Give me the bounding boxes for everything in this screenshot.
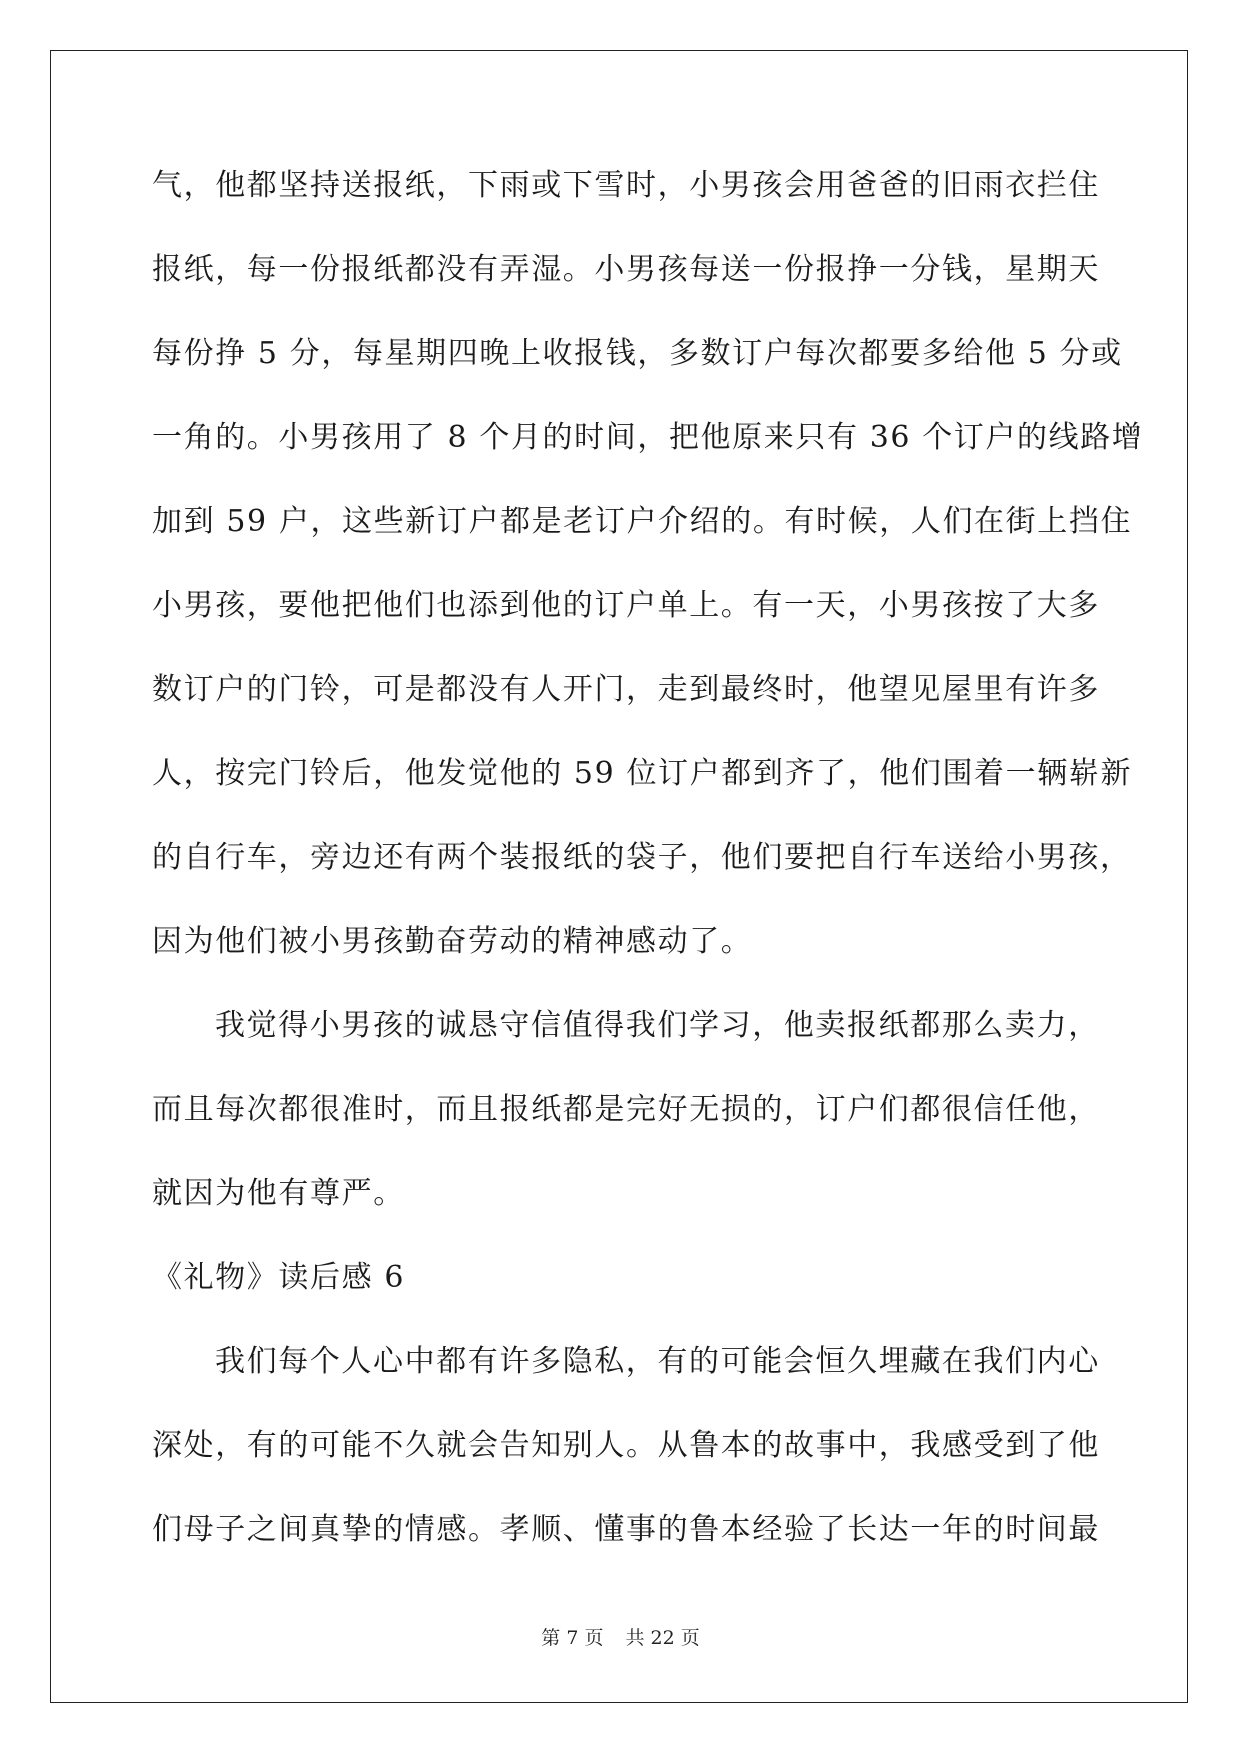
text-line: 而且每次都很准时，而且报纸都是完好无损的，订户们都很信任他， — [152, 1092, 1100, 1127]
text-line: 小男孩，要他把他们也添到他的订户单上。有一天，小男孩按了大多 — [152, 588, 1100, 623]
text-line: 的自行车，旁边还有两个装报纸的袋子，他们要把自行车送给小男孩， — [152, 840, 1132, 875]
text-line: 气，他都坚持送报纸，下雨或下雪时，小男孩会用爸爸的旧雨衣拦住 — [152, 168, 1100, 203]
text-line: 就因为他有尊严。 — [152, 1176, 405, 1211]
text-line: 深处，有的可能不久就会告知别人。从鲁本的故事中，我感受到了他 — [152, 1428, 1100, 1463]
paragraph-first-line: 我们每个人心中都有许多隐私，有的可能会恒久埋藏在我们内心 — [215, 1344, 1100, 1379]
text-line: 数订户的门铃，可是都没有人开门，走到最终时，他望见屋里有许多 — [152, 672, 1100, 707]
document-body — [152, 162, 1144, 1590]
text-line: 因为他们被小男孩勤奋劳动的精神感动了。 — [152, 924, 753, 959]
text-line: 每份挣 5 分，每星期四晚上收报钱，多数订户每次都要多给他 5 分或 — [152, 336, 1123, 371]
page-total: 共 22 页 — [625, 1627, 700, 1649]
text-line: 加到 59 户，这些新订户都是老订户介绍的。有时候，人们在街上挡住 — [152, 504, 1133, 539]
text-line: 们母子之间真挚的情感。孝顺、懂事的鲁本经验了长达一年的时间最 — [152, 1512, 1100, 1547]
section-heading: 《礼物》读后感 6 — [152, 1260, 406, 1295]
paragraph-first-line: 我觉得小男孩的诚恳守信值得我们学习，他卖报纸都那么卖力， — [215, 1008, 1100, 1043]
page-number: 第 7 页 — [541, 1627, 604, 1649]
text-line: 报纸，每一份报纸都没有弄湿。小男孩每送一份报挣一分钱，星期天 — [152, 252, 1100, 287]
page-footer — [0, 1626, 1241, 1650]
text-line: 一角的。小男孩用了 8 个月的时间，把他原来只有 36 个订户的线路增 — [152, 420, 1144, 455]
text-line: 人，按完门铃后，他发觉他的 59 位订户都到齐了，他们围着一辆崭新 — [152, 756, 1133, 791]
